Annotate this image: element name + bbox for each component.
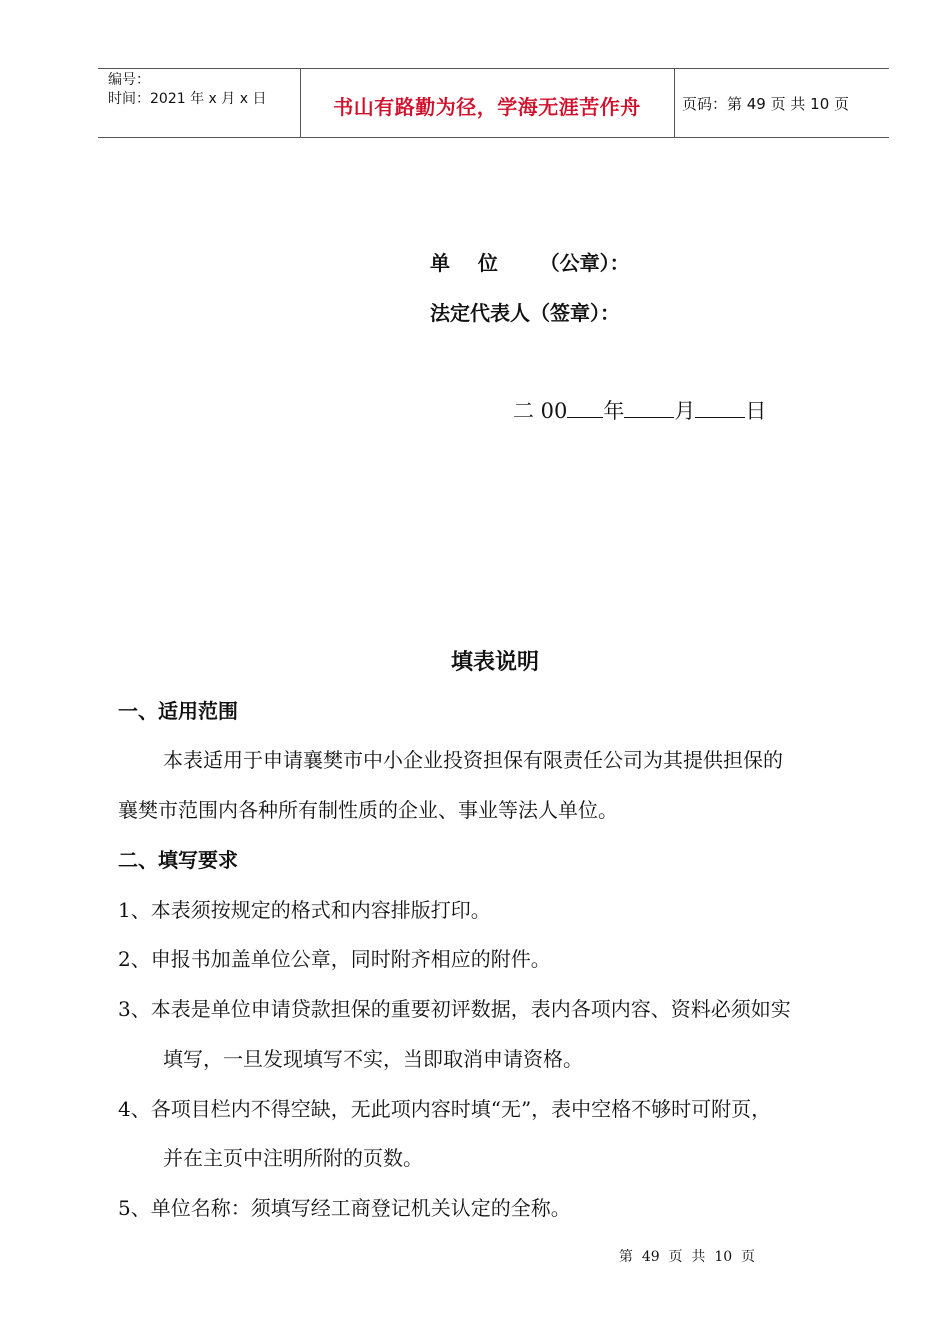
date-prefix: 二 00 — [513, 399, 568, 423]
header-time: 时间：2021 年 x 月 x 日 — [108, 91, 267, 107]
header-divider — [674, 69, 675, 137]
date-line — [513, 395, 766, 425]
date-month-label: 月 — [674, 399, 696, 423]
instructions-title: 填表说明 — [450, 650, 539, 675]
requirement-item-4-line2: 并在主页中注明所附的页数。 — [163, 1146, 423, 1170]
requirement-item-1: 1、本表须按规定的格式和内容排版打印。 — [118, 898, 491, 922]
header-motto: 书山有路勤为径，学海无涯苦作舟 — [333, 95, 641, 119]
date-year-label: 年 — [603, 399, 625, 423]
month-blank[interactable] — [624, 397, 674, 418]
section-heading-scope: 一、适用范围 — [118, 699, 238, 723]
day-blank[interactable] — [695, 397, 745, 418]
unit-seal-label: 单 位 （公章）： — [430, 251, 630, 275]
year-blank[interactable] — [567, 397, 603, 418]
requirement-item-3-line2: 填写，一旦发现填写不实，当即取消申请资格。 — [163, 1047, 583, 1071]
requirement-item-3-line1: 3、本表是单位申请贷款担保的重要初评数据，表内各项内容、资料必须如实 — [118, 997, 791, 1021]
requirement-item-4-line1: 4、各项目栏内不得空缺，无此项内容时填“无”，表中空格不够时可附页， — [118, 1097, 772, 1121]
header-page-info: 页码：第 49 页 共 10 页 — [682, 95, 850, 113]
date-day-label: 日 — [745, 399, 767, 423]
header-code-label: 编号： — [108, 72, 150, 88]
page-footer: 第 49 页 共 10 页 — [618, 1249, 756, 1265]
legal-rep-signature-label: 法定代表人（签章）： — [430, 301, 620, 325]
requirement-item-2: 2、申报书加盖单位公章，同时附齐相应的附件。 — [118, 947, 551, 971]
document-header — [98, 68, 889, 138]
scope-paragraph-line1: 本表适用于申请襄樊市中小企业投资担保有限责任公司为其提供担保的 — [163, 748, 783, 772]
scope-paragraph-line2: 襄樊市范围内各种所有制性质的企业、事业等法人单位。 — [118, 798, 618, 822]
section-heading-requirements: 二、填写要求 — [118, 848, 238, 872]
header-meta — [108, 71, 266, 109]
requirement-item-5: 5、单位名称：须填写经工商登记机关认定的全称。 — [118, 1196, 571, 1220]
